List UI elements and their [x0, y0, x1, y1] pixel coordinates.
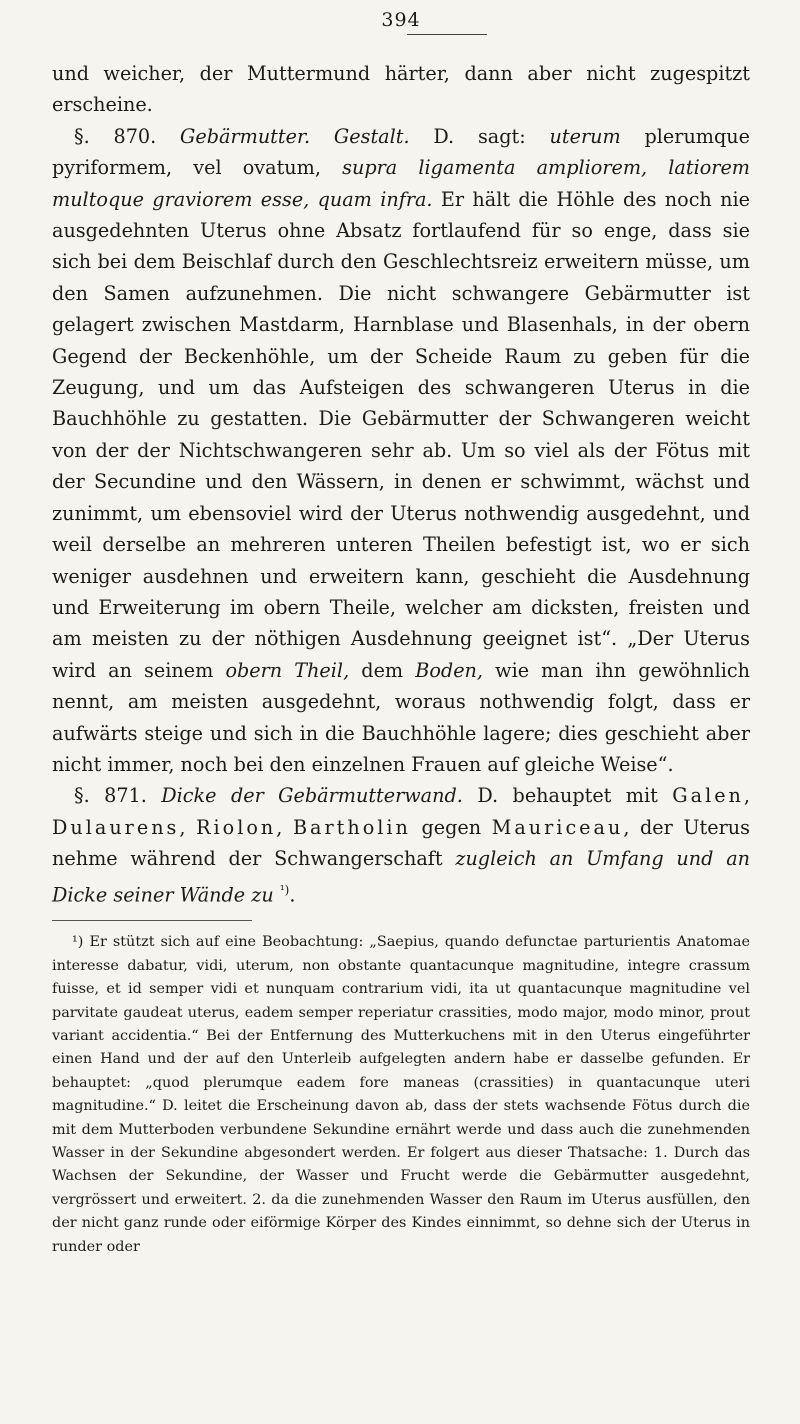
section-870-text-d: dem: [361, 658, 404, 682]
author-name-galen: Galen: [672, 784, 744, 808]
separator: ,: [179, 815, 186, 839]
author-name-dulaurens: Dulaurens: [52, 815, 180, 839]
section-871-label: §. 871.: [74, 784, 147, 808]
footnote: [52, 931, 750, 1259]
section-870-title: Gebärmutter. Gestalt.: [180, 124, 410, 148]
sentence-end: .: [289, 882, 296, 906]
section-870-text-e: wie man ihn gewöhnlich nennt, am meisten ausgedehnt, woraus nothwendig folgt, dass er aufwärts steige und sich in die Bauchhöhle lagere; dies geschieht aber nicht immer, noch bei den einzelnen Frauen auf gleiche Weise“.: [52, 658, 750, 776]
paragraph-continuation: [52, 58, 750, 121]
footnote-text: Er stützt sich auf eine Beobachtung: „Saepius, quando defunctae parturientis Anatomae interesse dabatur, vidi, uterum, non obstante quantacunque magnitudine, integre crassum fuisse, et id semper vidi et nunquam contrarium vidi, ita ut quantacunque magnitudine vel parvitate gaudeat uterus, eadem semper reperiatur crassities, modo major, modo minor, prout variant accidentia.“ Bei der Entfernung des Mutterkuchens mit in den Uterus eingeführter einen Hand und der auf den Unterleib aufgelegten andern habe er dasselbe gefunden. Er behauptet: „quod plerumque eadem fore maneas (crassities) in quantacunque uteri magnitudine.“ D. leitet die Erscheinung davon ab, dass der stets wachsende Fötus durch die mit dem Mutterboden verbundene Sekundine ernährt werde und dass auch die zunehmenden Wasser in der Sekundine abgesondert werden. Er folgert aus dieser Thatsache: 1. Durch das Wachsen der Sekundine, der Wasser und Frucht werde die Gebärmutter ausgedehnt, vergrössert und erweitert. 2. da die zunehmenden Wasser den Raum im Uterus ausfüllen, den der nicht ganz runde oder eiförmige Körper des Kindes einnimmt, so dehne sich der Uterus in runder oder: [52, 934, 750, 1255]
section-870-text-b: plerumque pyriformem, vel ovatum,: [52, 124, 750, 180]
section-871-text-c: , der Uterus nehme während der Schwangerschaft: [52, 815, 750, 871]
footnote-divider: [52, 920, 252, 921]
main-text: [52, 58, 750, 910]
section-870-latin-a: uterum: [549, 124, 621, 148]
separator: ,: [276, 815, 283, 839]
separator: ,: [743, 784, 751, 808]
author-name-riolon: Riolon: [196, 815, 277, 839]
author-name-mauriceau: Mauriceau: [491, 815, 624, 839]
section-871-title: Dicke der Gebärmutterwand.: [161, 784, 463, 808]
section-870-label: §. 870.: [74, 124, 157, 148]
section-870: [52, 121, 750, 781]
section-871: [52, 780, 750, 910]
footnote-reference: ¹): [279, 882, 290, 897]
section-871-text-a: D. behauptet mit: [477, 784, 658, 808]
section-870-text-c: Er hält die Höhle des noch nie ausgedehnten Uterus ohne Absatz fortlaufend für so enge, dass sie sich bei dem Beischlaf durch den Geschlechtsreiz erweitern müsse, um den Samen aufzunehmen. Die nicht schwangere Gebärmutter ist gelagert zwischen Mastdarm, Harnblase und Blasenhals, in der obern Gegend der Beckenhöhle, um der Scheide Raum zu geben für die Zeugung, und um das Aufsteigen des schwangeren Uterus in die Bauchhöhle zu gestatten. Die Gebärmutter der Schwangeren weicht von der der Nichtschwangeren sehr ab. Um so viel als der Fötus mit der Secundine und den Wässern, in denen er schwimmt, wächst und zunimmt, um ebensoviel wird der Uterus nothwendig ausgedehnt, und weil derselbe an mehreren unteren Theilen befestigt ist, wo er sich weniger ausdehnen und erweitern kann, geschieht die Ausdehnung und Erweiterung im obern Theile, welcher am dicksten, freisten und am meisten zu der nöthigen Ausdehnung geeignet ist“. „Der Uterus wird an seinem: [52, 187, 750, 682]
section-871-emphasis: zugleich an Umfang und an Dicke seiner Wände zu: [52, 847, 750, 906]
page-number: 394: [52, 8, 750, 32]
section-871-text-b: gegen: [421, 815, 482, 839]
continuation-text: und weicher, der Muttermund härter, dann aber nicht zugespitzt erscheine.: [52, 62, 750, 117]
footnote-marker: ¹): [72, 934, 84, 951]
section-870-em-b: Boden,: [415, 658, 484, 682]
section-870-em-a: obern Theil,: [225, 658, 350, 682]
section-870-text-a: D. sagt:: [433, 124, 526, 148]
author-name-bartholin: Bartholin: [292, 815, 411, 839]
section-870-latin-b: supra ligamenta ampliorem, latiorem multoque graviorem esse, quam infra.: [52, 156, 750, 211]
